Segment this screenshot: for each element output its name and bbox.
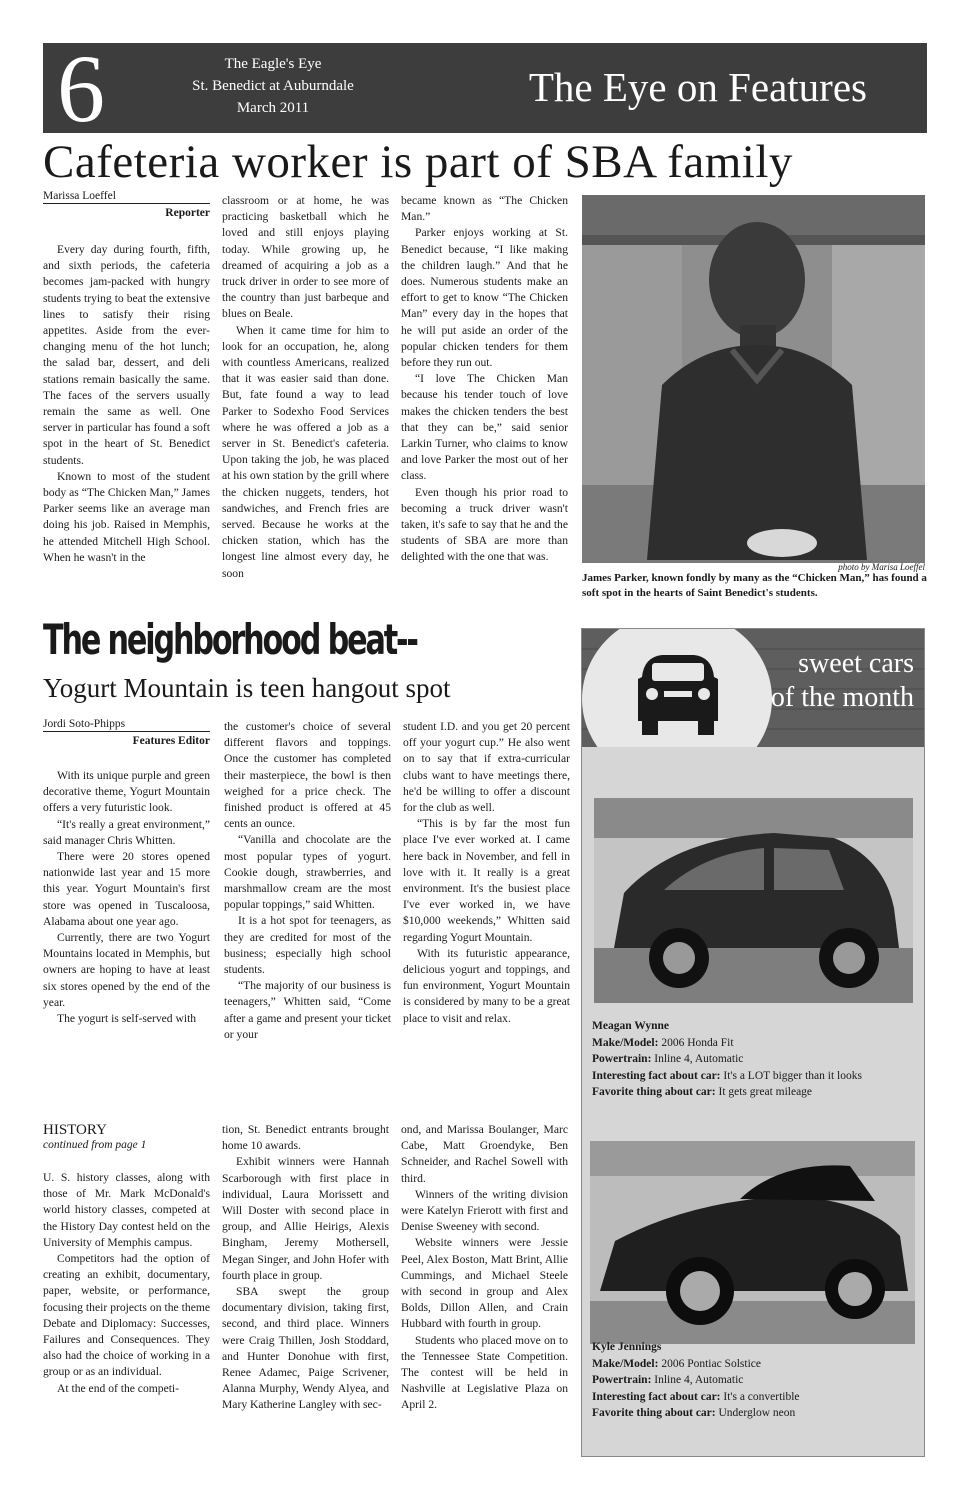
car-fact: It's a convertible: [723, 1390, 800, 1403]
cafeteria-worker-photo: [582, 195, 925, 563]
paragraph: It is a hot spot for teenagers, as they are credited for most of the business; especially high school students.: [224, 914, 391, 977]
paragraph: the customer's choice of several different flavors and toppings. Once the customer has completed their masterpiece, the bowl is then weighed for a price check. The finished product is offered at 45 cents an ounce.: [224, 720, 391, 831]
car-owner: Meagan Wynne: [592, 1020, 669, 1032]
masthead-info: [158, 53, 388, 119]
paragraph: classroom or at home, he was practicing basketball which he loved and still enjoys playing today. While growing up, he dreamed of acquiring a job as a truck driver in order to see more of the country than just barbeque and blues on Beale.: [222, 194, 389, 321]
model-label: Make/Model:: [592, 1357, 659, 1370]
author-name: Marissa Loeffel: [43, 190, 210, 204]
paragraph: Even though his prior road to becoming a truck driver wasn't taken, it's safe to say that he and the students of SBA are more than delighted with the one that was.: [401, 485, 568, 564]
author-title: Features Editor: [132, 735, 210, 747]
issue-date: March 2011: [236, 100, 310, 116]
masthead: [43, 35, 927, 142]
car-powertrain: Inline 4, Automatic: [654, 1374, 744, 1386]
paragraph: student I.D. and you get 20 percent off your yogurt cup.” He also went on to say that if extra-curricular clubs want to have meetings there, he'd be willing to offer a discount for the club as well.: [403, 720, 570, 815]
car-photo-honda-fit: [594, 798, 913, 1003]
paragraph: Competitors had the option of creating an exhibit, documentary, paper, website, or performance, focusing their projects on the theme Debate and Diplomacy: Successes, Failures and Consequences. They also had the choice of working in a group or as an individual.: [43, 1252, 210, 1379]
continued-note: continued from page 1: [43, 1139, 147, 1151]
paragraph: With its unique purple and green decorative theme, Yogurt Mountain offers a very futuristic look.: [43, 769, 210, 815]
favorite-label: Favorite thing about car:: [592, 1086, 716, 1098]
author-name: Jordi Soto-Phipps: [43, 718, 210, 732]
car-photo-image: [590, 1141, 915, 1344]
car-photo-pontiac-solstice: [590, 1141, 915, 1344]
paragraph: Winners of the writing division were Katelyn Frierott with first and Denise Sweeney with second.: [401, 1187, 568, 1234]
neighborhood-beat-kicker: The neighborhood beat--: [43, 615, 417, 664]
history-column-1: [43, 1170, 210, 1455]
model-label: Make/Model:: [592, 1036, 659, 1049]
photo-caption: James Parker, known fondly by many as the “Chicken Man,” has found a soft spot in the hearts of Saint Benedict's students.: [582, 572, 927, 599]
article-photo: [582, 195, 925, 563]
byline: [43, 718, 210, 747]
paragraph: Every day during fourth, fifth, and sixth periods, the cafeteria becomes jam-packed with hungry students trying to beat the extensive lines to satisfy their rising appetites. Aside from the ever-changing menu of the hot lunch; the salad bar, dessert, and deli stations remain basically the same. The faces of the servers usually remain the same as well. One server in particular has found a soft spot in the heart of St. Benedict students.: [43, 243, 210, 467]
history-title: HISTORY: [43, 1122, 107, 1138]
powertrain-label: Powertrain:: [592, 1374, 652, 1386]
byline: [43, 190, 210, 219]
paragraph: With its futuristic appearance, delicious yogurt and toppings, and fun environment, Yogurt Mountain is considered by many to be a great place to visit and relax.: [403, 946, 570, 1025]
history-column-3: [401, 1122, 568, 1455]
paragraph: SBA swept the group documentary division, taking first, second, and third place. Winners were Craig Thillen, Josh Stoddard, and Hunter Donohue with first, Renee Adamec, Paige Scrivener, Alanna Murphy, Wendy Alyea, and Mary Katherine Langley with sec-: [222, 1285, 389, 1412]
car-info-1: [592, 1018, 918, 1101]
paragraph: Currently, there are two Yogurt Mountains located in Memphis, but owners are hoping to have at least six stores opened by the end of the year.: [43, 931, 210, 1009]
paper-name: The Eagle's Eye: [224, 56, 322, 72]
paragraph: Parker enjoys working at St. Benedict because, “I like making the children laugh.” And that he does. Numerous students make an effort to get to know “The Chicken Man” every day in the hopes that he will put aside an order of the popular chicken tenders for them before they run out.: [401, 226, 568, 370]
car-favorite: Underglow neon: [718, 1407, 796, 1419]
article-headline: Yogurt Mountain is teen hangout spot: [43, 673, 451, 703]
powertrain-label: Powertrain:: [592, 1053, 652, 1065]
paragraph: “I love The Chicken Man because his tender touch of love makes the chicken tenders the best that they can be,” said senior Larkin Turner, who claims to know and love Parker the most out of her class.: [401, 372, 568, 483]
sweet-cars-title-line: of the month: [770, 682, 914, 713]
car-model: 2006 Pontiac Solstice: [661, 1357, 761, 1370]
article-headline: Cafeteria worker is part of SBA family: [43, 136, 793, 188]
photo-credit: photo by Marisa Loeffel: [838, 562, 925, 572]
paragraph: Website winners were Jessie Peel, Alex Boston, Matt Brint, Allie Cummings, and Michael Steele with second in group and Alex Bolds, Dillon Allen, and Crain Hubbard with fourth in group.: [401, 1236, 568, 1331]
article-column-3: [403, 719, 570, 1080]
paragraph: At the end of the competi-: [57, 1381, 180, 1395]
car-fact: It's a LOT bigger than it looks: [723, 1069, 862, 1082]
paragraph: “The majority of our business is teenagers,” Whitten said, “Come after a game and present your ticket or your: [224, 979, 391, 1041]
favorite-label: Favorite thing about car:: [592, 1407, 716, 1419]
paragraph: “Vanilla and chocolate are the most popular types of yogurt. Cookie dough, strawberries, and marshmallow cream are the most popular toppings,” said Whitten.: [224, 833, 391, 912]
paragraph: There were 20 stores opened nationwide last year and 15 more this year. Yogurt Mountain's first store was opened in Tuscaloosa, Alabama about one year ago.: [43, 850, 210, 928]
paragraph: Students who placed move on to the Tennessee State Competition. The contest will be held in Nashville at Legislative Plaza on April 2.: [401, 1333, 568, 1412]
sweet-cars-title-line: sweet cars: [798, 648, 914, 679]
section-title: The Eye on Features: [528, 64, 867, 110]
paragraph: Known to most of the student body as “The Chicken Man,” James Parker seems like an average man doing his job. Raised in Memphis, he attended Mitchell High School. When he wasn't in the: [43, 469, 210, 564]
paragraph: U. S. history classes, along with those of Mr. Mark McDonald's world history classes, competed at the History Day contest held on the University of Memphis campus.: [43, 1171, 210, 1249]
author-title: Reporter: [165, 207, 210, 219]
paragraph: “It's really a great environment,” said manager Chris Whitten.: [43, 817, 210, 847]
article-column-2: [224, 719, 391, 1080]
history-column-2: [222, 1122, 389, 1455]
paragraph: Exhibit winners were Hannah Scarborough with first place in individual, Laura Morissett and Will Doster with second place in group, and Allie Heirigs, Alexis Bingham, Jeremy Mothersell, Megan Singer, and John Hofer with fourth place in group.: [222, 1155, 389, 1282]
paragraph: ond, and Marissa Boulanger, Marc Cabe, Matt Groendyke, Ben Schneider, and Rachel Sowell with third.: [401, 1123, 568, 1185]
paragraph: When it came time for him to look for an occupation, he, along with countless Americans, realized that it was easier said than done. But, fate found a way to lead Parker to Sodexho Food Services where he was offered a job as a server in St. Benedict's cafeteria. Upon taking the job, he was placed at his own station by the grill where the chicken nuggets, tenders, hot sandwiches, and French fries are served. Because he works at the chicken station, which has the longest line almost every day, he soon: [222, 323, 389, 580]
article-column-3: [401, 193, 568, 600]
page-number: 6: [57, 35, 105, 142]
sweet-cars-title: [771, 647, 914, 715]
car-photo-image: [594, 798, 913, 1003]
car-info-2: [592, 1339, 918, 1422]
article-column-1: [43, 768, 210, 1080]
school-name: St. Benedict at Auburndale: [192, 78, 354, 94]
car-owner: Kyle Jennings: [592, 1341, 662, 1353]
fact-label: Interesting fact about car:: [592, 1390, 721, 1403]
car-favorite: It gets great mileage: [718, 1086, 813, 1098]
paragraph: The yogurt is self-served with: [57, 1012, 197, 1026]
sweet-cars-header: [582, 629, 924, 747]
car-powertrain: Inline 4, Automatic: [654, 1053, 744, 1065]
sweet-cars-sidebar: [581, 628, 925, 1457]
paragraph: tion, St. Benedict entrants brought home 10 awards.: [222, 1123, 389, 1153]
article-column-2: [222, 193, 389, 600]
article-column-1: [43, 242, 210, 600]
history-header: [43, 1122, 210, 1151]
car-model: 2006 Honda Fit: [661, 1036, 734, 1049]
fact-label: Interesting fact about car:: [592, 1069, 721, 1082]
paragraph: “This is by far the most fun place I've ever worked at. I came here back in November, and fell in love with it. It really is a great environment. It's the busiest place I've ever worked in, we have $10,000 weekends,” Whitten said regarding Yogurt Mountain.: [403, 817, 570, 944]
paragraph: became known as “The Chicken Man.”: [401, 194, 568, 224]
